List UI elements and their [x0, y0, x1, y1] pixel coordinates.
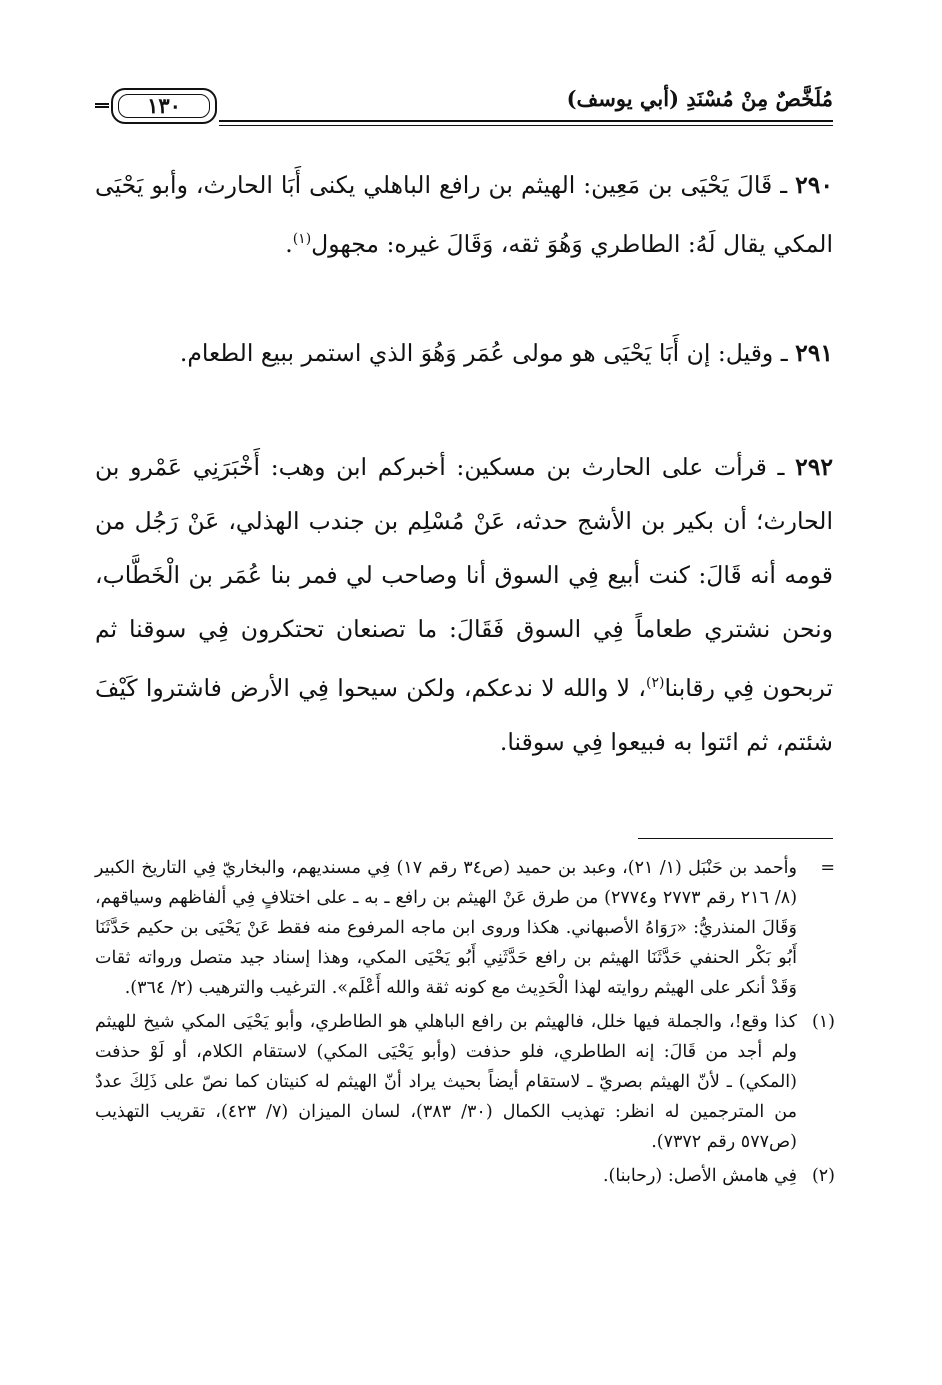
- running-title: مُلَخَّصٌ مِنْ مُسْنَدِ (أبي يوسف): [566, 86, 833, 111]
- footnote-continuation: [95, 853, 835, 1003]
- paragraph-291: [95, 326, 833, 380]
- paragraph-292: [95, 440, 833, 769]
- footnote-mark: (٢): [811, 1166, 835, 1186]
- page-header: [95, 84, 833, 128]
- paragraph-290: [95, 158, 833, 271]
- footnote-text: وأحمد بن حَنْبَل (١/ ٢١)، وعبد بن حميد (ص٣٤ رقم ١٧) فِي مسنديهم، والبخاريّ فِي التاريخ الكبير (٨/ ٢١٦ رقم ٢٧٧٣ و٢٧٧٤) من طرق عَنْ الهيثم بن رافع ـ به ـ على اختلافٍ فِي ألفاظهم وسياقهم، وَقَالَ المنذريُّ: «رَوَاهُ الأصبهاني. هكذا وروى ابن ماجه المرفوع منه فقط عَنْ يَحْيَى بن حكيم حَدَّثَنَا أَبُو بَكْر الحنفي حَدَّثَنَا الهيثم بن رافع حَدَّثَنِي أَبُو يَحْيَى المكي، وهذا إسناد جيد متصل ورواته ثقات وَقَدْ أنكر على الهيثم روايته لهذا الْحَدِيث مع كونه ثقة والله أَعْلَم». الترغيب والترهيب (٢/ ٣٦٤).: [95, 858, 798, 998]
- footnote-ref: (١): [292, 231, 312, 247]
- footnote-ref: (٢): [645, 675, 665, 691]
- paragraph-text-continued: ، لا والله لا ندعكم، ولكن سيحوا فِي الأرض فاشتروا كَيْفَ شئتم، ثم ائتوا به فبيعوا فِي سوقنا.: [95, 673, 833, 756]
- footnote-separator: [638, 838, 833, 839]
- footnote-text: فِي هامش الأصل: (رحابنا).: [602, 1166, 797, 1186]
- page-number-frame: [111, 88, 217, 124]
- page-number: ١٣٠: [147, 93, 181, 118]
- paragraph-number: ٢٩١: [795, 339, 833, 367]
- footnote-text: كذا وقع!، والجملة فيها خلل، فالهيثم بن رافع الباهلي هو الطاطري، وأبو يَحْيَى المكي شيخ للهيثم ولم أجد من قَالَ: إنه الطاطري، فلو حذفت (وأبو يَحْيَى المكي) لاستقام الكلام، أو لَوْ حذفت (المكي) ـ لأنّ الهيثم بصريّ ـ لاستقام أيضاً بحيث يراد أنّ الهيثم له كنيتان كما نصّ على ذَلِكَ عددٌ من المترجمين له انظر: تهذيب الكمال (٣٠/ ٣٨٣)، لسان الميزان (٧/ ٤٢٣)، تقريب التهذيب (ص٥٧٧ رقم ٧٣٧٢).: [95, 1012, 797, 1152]
- paragraph-text: ـ قرأت على الحارث بن مسكين: أخبركم ابن وهب: أَخْبَرَنِي عَمْرو بن الحارث؛ أن بكير بن الأشج حدثه، عَنْ مُسْلِم بن جندب الهذلي، عَنْ رَجُل من قومه أنه قَالَ: كنت أبيع فِي السوق أنا وصاحب لي فمر بنا عُمَر بن الْخَطَّاب، ونحن نشتري طعاماً فِي السوق فَقَالَ: ما تصنعان تحتكرون فِي سوقنا ثم تربحون فِي رقابنا: [95, 453, 833, 702]
- paragraph-number: ٢٩٢: [795, 453, 833, 481]
- footnote-1: [95, 1007, 835, 1157]
- header-rule: [219, 120, 833, 126]
- header-rule-short: [95, 103, 109, 108]
- paragraph-text: ـ قَالَ يَحْيَى بن مَعِين: الهيثم بن رافع الباهلي يكنى أَبَا الحارث، وأبو يَحْيَى المكي يقال لَهُ: الطاطري وَهُوَ ثقه، وَقَالَ غيره: مجهول: [95, 171, 833, 258]
- paragraph-end: .: [285, 229, 293, 258]
- paragraph-text: ـ وقيل: إن أَبَا يَحْيَى هو مولى عُمَر وَهُوَ الذي استمر ببيع الطعام.: [179, 339, 788, 367]
- footnote-mark: (١): [811, 1012, 835, 1032]
- footnote-2: [95, 1161, 835, 1191]
- footnotes: [95, 853, 835, 1195]
- footnote-mark: =: [820, 858, 835, 878]
- paragraph-number: ٢٩٠: [795, 171, 833, 199]
